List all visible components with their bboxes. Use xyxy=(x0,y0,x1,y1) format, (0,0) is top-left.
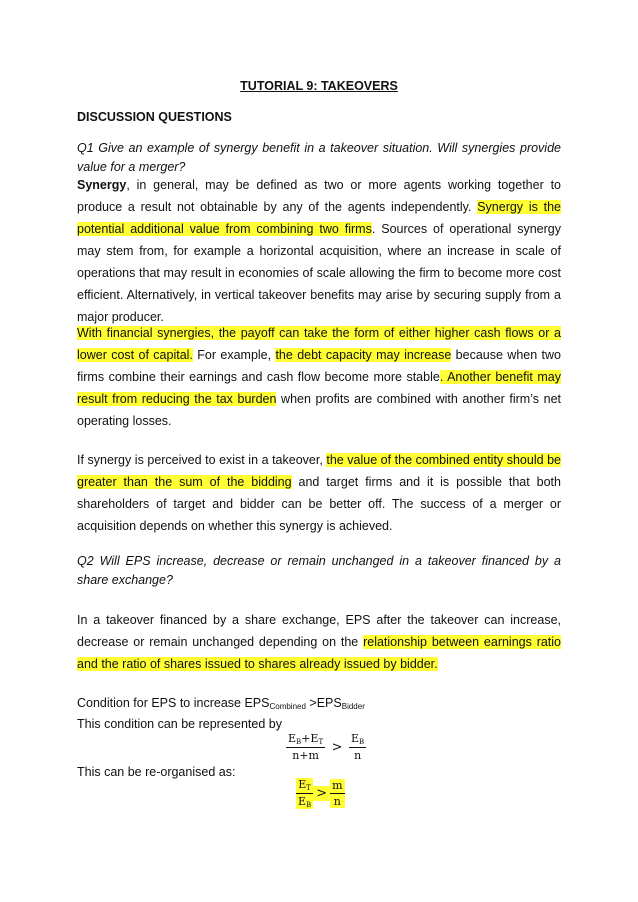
section-heading: DISCUSSION QUESTIONS xyxy=(77,110,232,124)
page-title: TUTORIAL 9: TAKEOVERS xyxy=(240,79,398,93)
p3-text-2: and target firms and it is possible that both shareholders of target and bidder can be better off. The success of a merger or acquisition depends on whether this synergy is achieved. xyxy=(77,475,561,533)
formula-ratio-condition xyxy=(296,778,345,809)
formula-eps-condition xyxy=(286,732,366,762)
p1-highlight-1: Synergy is the potential additional value from combining two firms xyxy=(77,200,561,236)
p2-highlight-3: . Another benefit may result from reducing the tax burden xyxy=(77,370,561,406)
p2-highlight-1: With financial synergies, the payoff can take the form of either higher cash flows or a lower cost of capital. xyxy=(77,326,561,362)
paragraph-financial-synergies xyxy=(77,322,561,432)
question-1: Q1 Give an example of synergy benefit in a takeover situation. Will synergies provide value for a merger? xyxy=(77,141,561,174)
paragraph-synergy xyxy=(77,174,561,328)
p3-highlight-1: the value of the combined entity should be greater than the sum of the bidding xyxy=(77,453,562,489)
p2-highlight-2: the debt capacity may increase xyxy=(275,348,452,362)
p2-text-1: For example, xyxy=(192,348,276,362)
condition-line: Condition for EPS to increase $EPS_{Combined} >EPS_{Bidder}$ xyxy=(77,696,365,711)
question-2: Q2 Will EPS increase, decrease or remain unchanged in a takeover financed by a share exchange? xyxy=(77,554,561,587)
formula2-operator: > xyxy=(313,786,330,801)
formula1-rhs: $\frac{E_B}{n}$ xyxy=(351,732,365,762)
paragraph-share-exchange xyxy=(77,609,561,675)
represented-line: This condition can be represented by xyxy=(77,717,282,731)
p4-highlight-1: relationship between earnings ratio and the ratio of shares issued to shares already issued by bidder. xyxy=(77,635,562,671)
p4-text-1: In a takeover financed by a share exchange, EPS after the takeover can increase, decrease or remain unchanged depending on the xyxy=(77,613,561,649)
p1-text-2: . Sources of operational synergy may stem from, for example a horizontal acquisition, where an increase in scale of operations that may result in economies of scale allowing the firm to become more cost efficient. Alternatively, in vertical takeover benefits may arise by securing supply from a major producer. xyxy=(77,222,561,324)
formula1-lhs: $\frac{E_B+E_T}{n+m}$ xyxy=(288,732,324,762)
formula1-operator: > xyxy=(331,739,343,755)
formula2-lhs: $\frac{E_T}{E_B}$ xyxy=(298,778,312,809)
synergy-term: Synergy xyxy=(77,178,127,192)
p1-text-1: , in general, may be defined as two or more agents working together to produce a result not obtainable by any of the agents independently. xyxy=(77,178,561,214)
p2-text-2: because when two firms combine their earnings and cash flow become more stable xyxy=(77,348,561,384)
p3-text-1: If synergy is perceived to exist in a takeover, xyxy=(77,453,327,467)
formula2-rhs: $\frac{m}{n}$ xyxy=(332,779,343,808)
reorganised-line: This can be re-organised as: xyxy=(77,765,236,779)
p2-text-3: when profits are combined with another firm’s net operating losses. xyxy=(77,392,561,428)
paragraph-value-combined xyxy=(77,449,561,537)
